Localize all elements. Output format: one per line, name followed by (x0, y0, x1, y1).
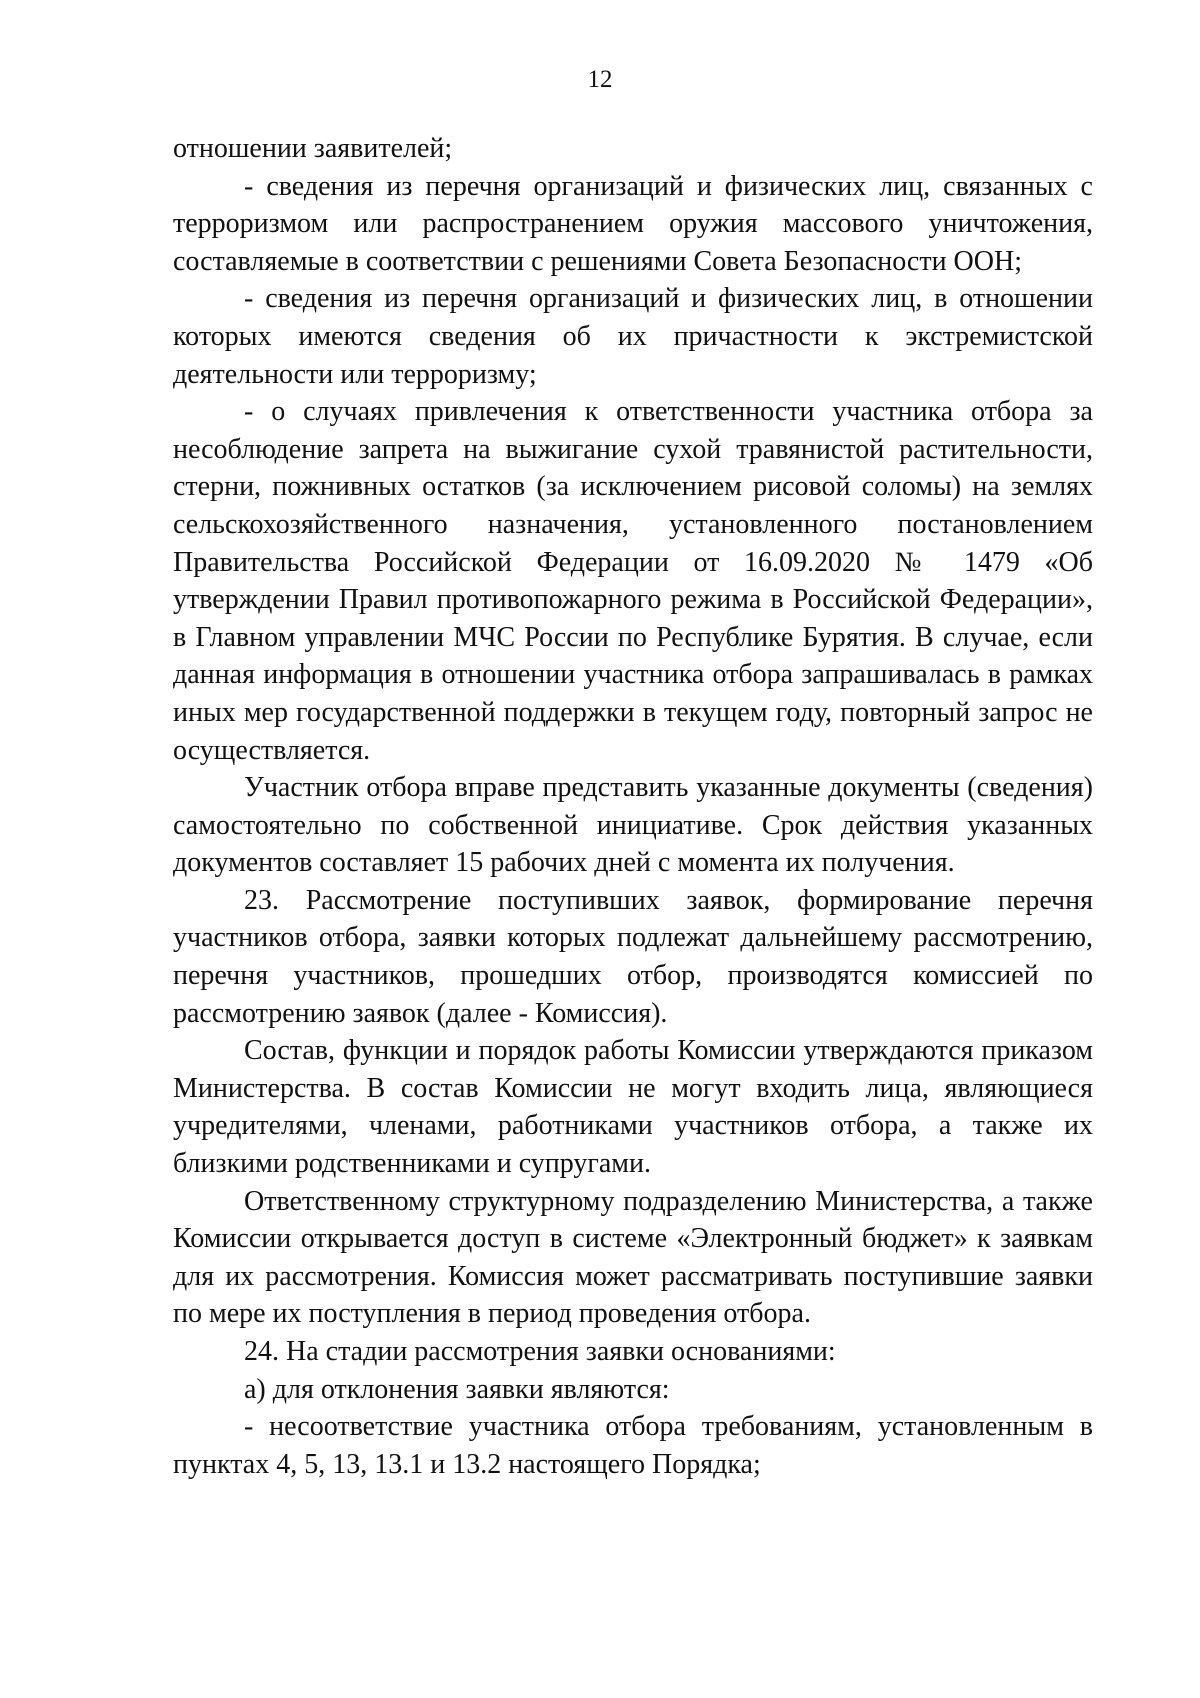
paragraph-9: 24. На стадии рассмотрения заявки основаниями: (244, 1336, 836, 1367)
paragraph-7: Состав, функции и порядок работы Комиссии утверждаются приказом Министерства. В состав Комиссии не могут входить лица, являющиеся учредителями, членами, работниками участников отбора, а также их близкими родственниками и супругами. (173, 1035, 1093, 1180)
document-body (173, 130, 1093, 1483)
paragraph-4: - о случаях привлечения к ответственности участника отбора за несоблюдение запрета на выжигание сухой травянистой растительности, стерни, пожнивных остатков (за исключением рисовой соломы) на землях сельскохозяйственного назначения, установленного постановлением Правительства Российской Федерации от 16.09.2020 № 1479 «Об утверждении Правил противопожарного режима в Российской Федерации», в Главном управлении МЧС России по Республике Бурятия. В случае, если данная информация в отношении участника отбора запрашивалась в рамках иных мер государственной поддержки в текущем году, повторный запрос не осуществляется. (173, 396, 1093, 766)
paragraph-5: Участник отбора вправе представить указанные документы (сведения) самостоятельно по собственной инициативе. Срок действия указанных документов составляет 15 рабочих дней с момента их получения. (173, 772, 1093, 879)
paragraph-8: Ответственному структурному подразделению Министерства, а также Комиссии открывается доступ в системе «Электронный бюджет» к заявкам для их рассмотрения. Комиссия может рассматривать поступившие заявки по мере их поступления в период проведения отбора. (173, 1185, 1093, 1330)
paragraph-10: а) для отклонения заявки являются: (244, 1373, 670, 1405)
paragraph-11: - несоответствие участника отбора требованиям, установленным в пунктах 4, 5, 13, 13.1 и 13.2 настоящего Порядка; (173, 1411, 1093, 1480)
paragraph-3: - сведения из перечня организаций и физических лиц, в отношении которых имеются сведения об их причастности к экстремистской деятельности или терроризму; (173, 283, 1093, 390)
paragraph-2: - сведения из перечня организаций и физических лиц, связанных с терроризмом или распространением оружия массового уничтожения, составляемые в соответствии с решениями Совета Безопасности ООН; (173, 170, 1093, 277)
paragraph-1: отношении заявителей; (173, 133, 453, 164)
paragraph-6: 23. Рассмотрение поступивших заявок, формирование перечня участников отбора, заявки которых подлежат дальнейшему рассмотрению, перечня участников, прошедших отбор, производятся комиссией по рассмотрению заявок (далее - Комиссия). (173, 884, 1093, 1029)
page-number: 12 (587, 66, 613, 93)
